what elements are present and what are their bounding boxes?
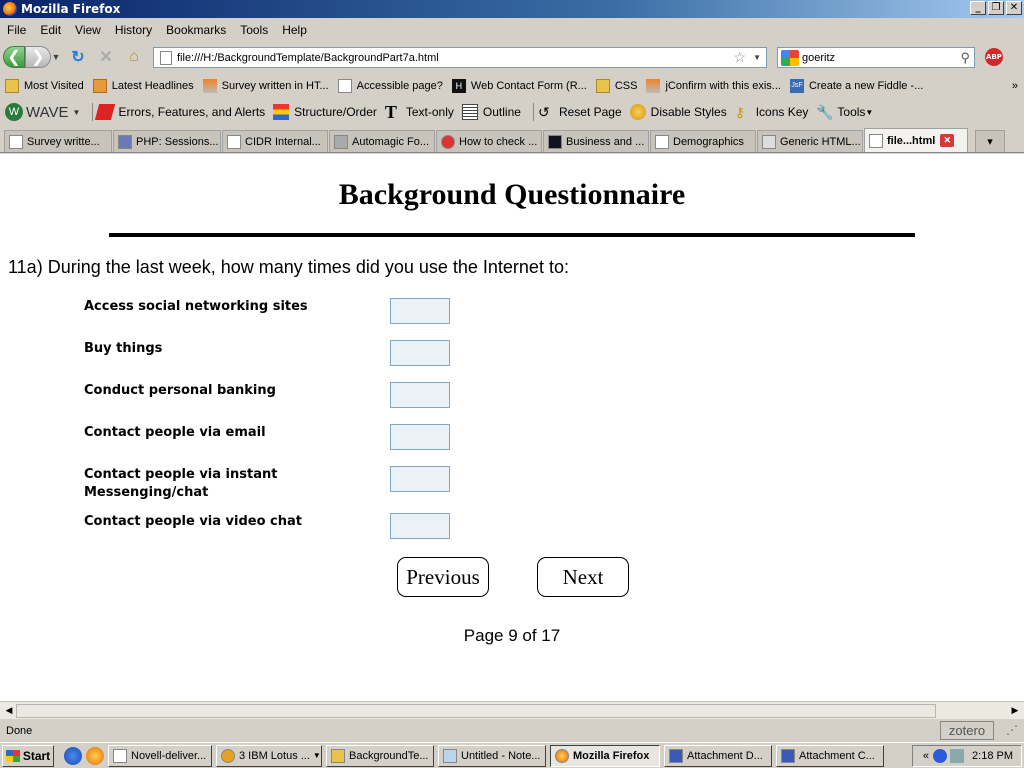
bookmark-most-visited[interactable]: Most Visited xyxy=(5,79,84,93)
jsfiddle-icon: JsF xyxy=(790,79,804,93)
folder-icon xyxy=(596,79,610,93)
wave-text-only[interactable]: T Text-only xyxy=(384,102,454,122)
window-title: Mozilla Firefox xyxy=(21,2,121,16)
clock[interactable]: 2:18 PM xyxy=(972,750,1013,762)
page-content xyxy=(0,154,1024,701)
tab-survey[interactable]: Survey writte... xyxy=(4,130,112,152)
tab-generic-html[interactable]: Generic HTML... xyxy=(757,130,863,152)
structure-icon xyxy=(273,104,289,120)
status-text: Done xyxy=(6,725,33,737)
rss-icon xyxy=(93,79,107,93)
firefox-icon xyxy=(3,2,17,16)
errors-icon xyxy=(95,104,115,120)
menu-tools[interactable]: Tools xyxy=(240,23,269,37)
menu-history[interactable]: History xyxy=(114,23,153,37)
taskbar-attachment-d[interactable]: Attachment D... xyxy=(664,745,772,767)
zotero-button[interactable]: zotero xyxy=(940,721,994,740)
bookmark-accessible[interactable]: Accessible page? xyxy=(338,79,443,93)
item-label: Contact people via email xyxy=(84,425,266,440)
tab-icon xyxy=(9,135,23,149)
forward-arrow-icon[interactable]: ❯ xyxy=(25,46,51,68)
windows-taskbar xyxy=(0,742,1024,768)
wave-reset[interactable]: ↺ Reset Page xyxy=(537,104,622,120)
page-title: Background Questionnaire xyxy=(338,178,686,211)
wave-toolbar xyxy=(0,99,1024,125)
email-input[interactable] xyxy=(390,424,450,450)
status-bar xyxy=(0,720,1024,742)
bookmark-jconfirm[interactable]: jConfirm with this exis... xyxy=(646,79,781,93)
question-text: 11a) During the last week, how many times did you use the Internet to: xyxy=(8,257,569,277)
title-divider xyxy=(109,233,915,237)
network-icon[interactable] xyxy=(933,749,947,763)
next-button[interactable]: Next xyxy=(537,557,629,597)
item-label: Buy things xyxy=(84,341,163,356)
item-label: Contact people via instant Messenging/chat xyxy=(84,467,278,500)
bookmark-web-contact[interactable]: H Web Contact Form (R... xyxy=(452,79,587,93)
scroll-left-icon[interactable]: ◀ xyxy=(5,706,13,716)
tab-demographics[interactable]: Demographics xyxy=(650,130,756,152)
close-icon[interactable]: ✕ xyxy=(1006,1,1022,15)
video-chat-input[interactable] xyxy=(390,513,450,539)
tab-business[interactable]: Business and ... xyxy=(543,130,649,152)
scroll-thumb[interactable] xyxy=(16,704,936,718)
google-icon[interactable] xyxy=(781,50,799,66)
word-icon xyxy=(781,749,795,763)
bookmark-latest-headlines[interactable]: Latest Headlines xyxy=(93,79,194,93)
buy-things-input[interactable] xyxy=(390,340,450,366)
taskbar-novell[interactable]: Novell-deliver... xyxy=(108,745,212,767)
page-icon xyxy=(338,79,352,93)
scroll-right-icon[interactable]: ▶ xyxy=(1011,706,1019,716)
wave-tools[interactable]: 🔧 Tools ▼ xyxy=(816,104,874,120)
bookmark-survey[interactable]: Survey written in HT... xyxy=(203,79,329,93)
wave-menu[interactable]: W WAVE ▼ xyxy=(5,103,80,121)
close-tab-icon[interactable]: ✕ xyxy=(940,134,954,147)
history-dropdown-icon[interactable]: ▼ xyxy=(51,52,61,62)
taskbar-notepad[interactable]: Untitled - Note... xyxy=(438,745,546,767)
item-label: Access social networking sites xyxy=(84,299,308,314)
folder-icon xyxy=(5,79,19,93)
taskbar-backgroundte[interactable]: BackgroundTe... xyxy=(326,745,434,767)
restore-icon[interactable]: ❐ xyxy=(988,1,1004,15)
php-icon xyxy=(118,135,132,149)
url-dropdown-icon[interactable]: ▼ xyxy=(753,53,761,62)
taskbar-attachment-c[interactable]: Attachment C... xyxy=(776,745,884,767)
resize-grip-icon: ⋰ xyxy=(1006,723,1018,737)
page-icon xyxy=(655,135,669,149)
firefox-icon xyxy=(555,749,569,763)
h-icon: H xyxy=(452,79,466,93)
bookmark-css[interactable]: CSS xyxy=(596,79,638,93)
url-text: file:///H:/BackgroundTemplate/BackgroundPart7a.html xyxy=(177,51,439,64)
tab-php-sessions[interactable]: PHP: Sessions... xyxy=(113,130,221,152)
firefox-quicklaunch-icon[interactable] xyxy=(86,747,104,765)
menu-bar xyxy=(0,20,1024,40)
instant-messaging-input[interactable] xyxy=(390,466,450,492)
wave-disable-styles[interactable]: Disable Styles xyxy=(630,104,727,120)
reset-icon: ↺ xyxy=(537,104,550,120)
bookmarks-overflow-chevron[interactable]: » xyxy=(1011,80,1018,92)
wrench-icon: 🔧 xyxy=(816,104,834,120)
tab-cidr[interactable]: CIDR Internal... xyxy=(222,130,328,152)
personal-banking-input[interactable] xyxy=(390,382,450,408)
wave-structure[interactable]: Structure/Order xyxy=(273,104,377,120)
taskbar-firefox[interactable]: Mozilla Firefox xyxy=(550,745,660,767)
reload-icon[interactable]: ↻ xyxy=(71,49,85,66)
item-label: Conduct personal banking xyxy=(84,383,276,398)
menu-edit[interactable]: Edit xyxy=(40,23,62,37)
key-icon: ⚷ xyxy=(734,104,745,120)
ag-icon xyxy=(762,135,776,149)
toolbar-separator xyxy=(92,103,93,121)
menu-file[interactable]: File xyxy=(7,23,27,37)
word-icon xyxy=(669,749,683,763)
search-icon[interactable]: ⚲ xyxy=(960,49,970,65)
ie-icon[interactable] xyxy=(64,747,82,765)
social-networking-input[interactable] xyxy=(390,298,450,324)
horizontal-scrollbar[interactable] xyxy=(0,701,1024,719)
outline-icon xyxy=(462,104,478,120)
novell-icon xyxy=(113,749,127,763)
windows-flag-icon xyxy=(6,750,20,762)
navigation-toolbar xyxy=(0,42,1024,72)
page-indicator: Page 9 of 17 xyxy=(463,626,561,645)
previous-button[interactable]: Previous xyxy=(397,557,489,597)
system-tray xyxy=(912,745,1022,767)
lotus-icon xyxy=(221,749,235,763)
minimize-icon[interactable]: _ xyxy=(970,1,986,15)
item-label: Contact people via video chat xyxy=(84,514,303,529)
wave-outline[interactable]: Outline xyxy=(462,104,521,120)
tab-automagic[interactable]: Automagic Fo... xyxy=(329,130,435,152)
display-icon[interactable] xyxy=(950,749,964,763)
tab-bar xyxy=(0,128,1024,153)
stackoverflow-icon xyxy=(646,79,660,93)
taskbar-lotus[interactable]: 3 IBM Lotus ... ▼ xyxy=(216,745,322,767)
adblock-icon[interactable]: ABP xyxy=(985,48,1003,66)
window-title-bar xyxy=(0,0,1024,18)
tab-list-button[interactable]: ▾ xyxy=(975,130,1005,152)
db-icon xyxy=(334,135,348,149)
menu-help[interactable]: Help xyxy=(282,23,307,37)
text-icon: T xyxy=(384,102,397,122)
page-icon xyxy=(160,51,172,65)
tab-how-to-check[interactable]: How to check ... xyxy=(436,130,542,152)
palette-icon xyxy=(630,104,646,120)
tomato-icon xyxy=(441,135,455,149)
menu-bookmarks[interactable]: Bookmarks xyxy=(166,23,227,37)
menu-view[interactable]: View xyxy=(75,23,101,37)
stackoverflow-icon xyxy=(203,79,217,93)
bookmarks-toolbar xyxy=(0,75,1024,97)
bookmark-fiddle[interactable]: JsF Create a new Fiddle -... xyxy=(791,80,924,92)
folder-icon xyxy=(331,749,345,763)
search-box[interactable] xyxy=(777,47,975,68)
page-icon xyxy=(869,134,883,148)
toolbar-separator xyxy=(533,103,534,121)
search-text: goeritz xyxy=(802,51,836,64)
page-icon xyxy=(227,135,241,149)
wave-icons-key[interactable]: ⚷ Icons Key xyxy=(734,104,809,120)
bookmark-star-icon[interactable]: ☆ xyxy=(733,49,746,65)
back-arrow-icon[interactable]: ❮ xyxy=(3,46,25,68)
stop-icon[interactable]: ✕ xyxy=(99,49,113,66)
cb-icon xyxy=(548,135,562,149)
tray-expand-icon[interactable]: « xyxy=(922,750,930,762)
url-bar[interactable] xyxy=(153,47,767,68)
start-button[interactable]: Start xyxy=(2,745,54,767)
home-icon[interactable]: ⌂ xyxy=(129,48,139,65)
tab-file-html[interactable]: file...html ✕ xyxy=(864,128,968,152)
notepad-icon xyxy=(443,749,457,763)
wave-logo-icon: W xyxy=(5,103,23,121)
wave-errors[interactable]: Errors, Features, and Alerts xyxy=(97,104,265,120)
